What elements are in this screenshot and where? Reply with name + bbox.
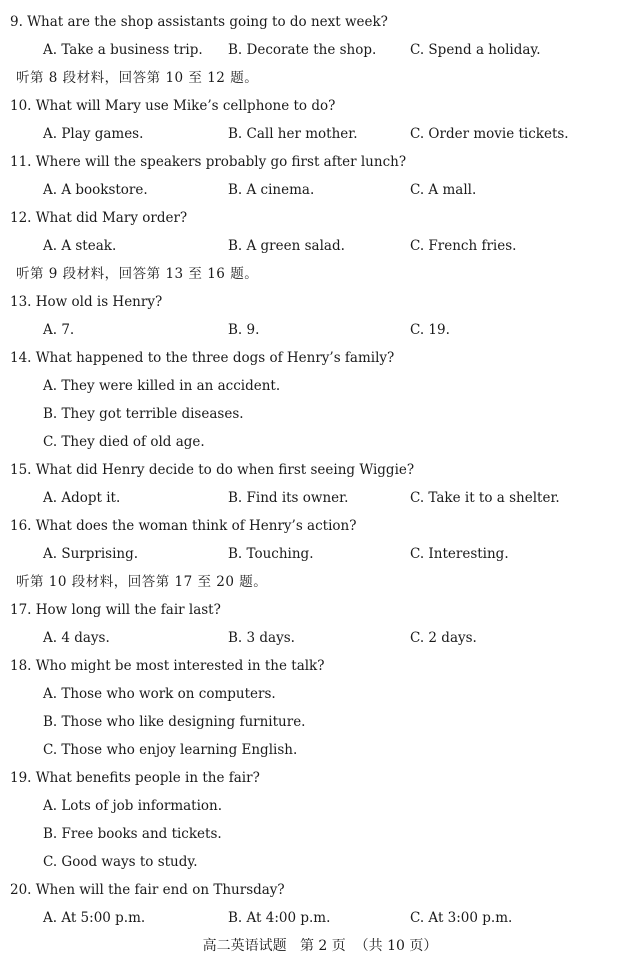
section-heading: 听第 9 段材料，回答第 13 至 16 题。 [16,266,259,282]
option-text: A. Those who work on computers. [43,686,276,702]
option-text: C. They died of old age. [43,434,205,450]
option-c: C. Interesting. [410,546,509,562]
option-a: A. Take a business trip. [43,42,203,58]
option-row [0,850,640,874]
question-row [0,514,640,538]
options-row [0,38,640,62]
question-text: 16. What does the woman think of Henry’s action? [10,518,357,534]
question-row [0,878,640,902]
options-row [0,542,640,566]
option-b: B. A cinema. [228,182,315,198]
option-c: C. 19. [410,322,450,338]
option-text: B. Those who like designing furniture. [43,714,306,730]
option-text: C. Good ways to study. [43,854,198,870]
question-text: 14. What happened to the three dogs of Henry’s family? [10,350,395,366]
option-row [0,374,640,398]
option-b: B. A green salad. [228,238,345,254]
question-text: 20. When will the fair end on Thursday? [10,882,285,898]
option-b: B. 3 days. [228,630,295,646]
section-heading-row [0,262,640,286]
option-row [0,430,640,454]
option-a: A. Surprising. [43,546,139,562]
option-text: C. Those who enjoy learning English. [43,742,298,758]
question-text: 18. Who might be most interested in the talk? [10,658,325,674]
section-heading: 听第 8 段材料，回答第 10 至 12 题。 [16,70,259,86]
question-row [0,94,640,118]
question-row [0,346,640,370]
option-c: C. Take it to a shelter. [410,490,560,506]
option-b: B. Touching. [228,546,314,562]
option-row [0,402,640,426]
option-c: C. 2 days. [410,630,477,646]
options-row [0,626,640,650]
option-text: A. Lots of job information. [43,798,223,814]
question-text: 15. What did Henry decide to do when first seeing Wiggie? [10,462,415,478]
options-row [0,178,640,202]
options-row [0,122,640,146]
option-row [0,738,640,762]
question-row [0,206,640,230]
option-a: A. 7. [43,322,75,338]
question-row [0,598,640,622]
question-row [0,290,640,314]
option-text: A. They were killed in an accident. [43,378,281,394]
option-c: C. At 3:00 p.m. [410,910,513,926]
page-footer: 高二英语试题 第 2 页 （共 10 页） [202,938,438,954]
question-row [0,458,640,482]
section-heading-row [0,570,640,594]
question-text: 13. How old is Henry? [10,294,163,310]
option-a: A. A bookstore. [43,182,148,198]
option-c: C. Spend a holiday. [410,42,541,58]
option-b: B. At 4:00 p.m. [228,910,331,926]
option-row [0,710,640,734]
question-text: 11. Where will the speakers probably go first after lunch? [10,154,407,170]
option-b: B. Decorate the shop. [228,42,377,58]
question-row [0,766,640,790]
option-text: B. Free books and tickets. [43,826,222,842]
question-text: 12. What did Mary order? [10,210,188,226]
option-a: A. At 5:00 p.m. [43,910,146,926]
option-b: B. Find its owner. [228,490,349,506]
option-b: B. 9. [228,322,260,338]
option-text: B. They got terrible diseases. [43,406,244,422]
option-a: A. A steak. [43,238,117,254]
option-c: C. A mall. [410,182,477,198]
option-a: A. Adopt it. [43,490,121,506]
question-text: 19. What benefits people in the fair? [10,770,260,786]
section-heading: 听第 10 段材料，回答第 17 至 20 题。 [16,574,268,590]
question-text: 9. What are the shop assistants going to do next week? [10,14,388,30]
option-row [0,822,640,846]
options-row [0,486,640,510]
options-row [0,318,640,342]
question-text: 17. How long will the fair last? [10,602,221,618]
question-row [0,654,640,678]
section-heading-row [0,66,640,90]
option-b: B. Call her mother. [228,126,358,142]
options-row [0,906,640,930]
option-row [0,794,640,818]
question-row [0,150,640,174]
options-row [0,234,640,258]
option-c: C. Order movie tickets. [410,126,569,142]
question-text: 10. What will Mary use Mike’s cellphone to do? [10,98,336,114]
option-a: A. 4 days. [43,630,110,646]
option-c: C. French fries. [410,238,517,254]
question-row [0,10,640,34]
option-row [0,682,640,706]
option-a: A. Play games. [43,126,144,142]
